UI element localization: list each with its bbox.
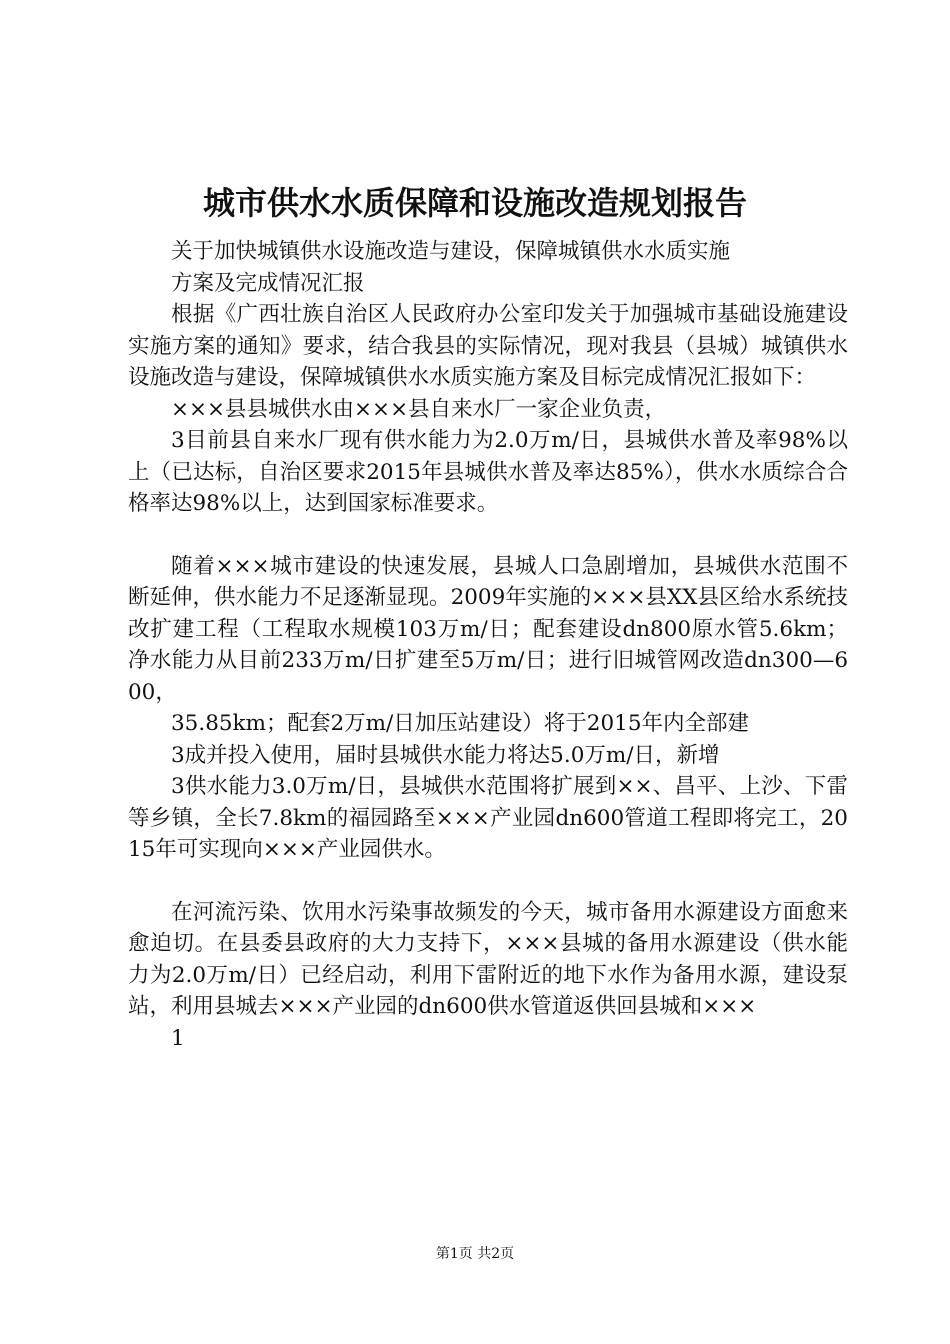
page-number-marker: 1 [171, 1025, 185, 1051]
document-body [128, 236, 848, 1054]
document-title: 城市供水水质保障和设施改造规划报告 [202, 184, 747, 222]
paragraph-expansion-cont-1: 35.85km；配套2万m/日加压站建设）将于2015年内全部建 [171, 711, 749, 736]
paragraph-expansion-cont-2: 3成并投入使用，届时县城供水能力将达5.0万m/日，新增 [171, 742, 720, 768]
page-footer: 第1页 共2页 [435, 1246, 515, 1262]
paragraph-backup-source: 在河流污染、饮用水污染事故频发的今天，城市备用水源建设方面愈来愈迫切。在县委县政府的大力支持下，×××县城的备用水源建设（供水能力为2.0万m/日）已经启动，利用下雷附近的地下水作为备用水源，建设泵站，利用县城去×××产业园的dn600供水管道返供回县城和××× [128, 899, 848, 1019]
paragraph-capacity: 3目前县自来水厂现有供水能力为2.0万m/日，县城供水普及率98%以上（已达标，自治区要求2015年县城供水普及率达85%），供水水质综合合格率达98%以上，达到国家标准要求。 [128, 428, 848, 516]
paragraph-heading-line-1: 关于加快城镇供水设施改造与建设，保障城镇供水水质实施 [171, 239, 731, 264]
paragraph-intro: 根据《广西壮族自治区人民政府办公室印发关于加强城市基础设施建设实施方案的通知》要求，结合我县的实际情况，现对我县（县城）城镇供水设施改造与建设，保障城镇供水水质实施方案及目标完成情况汇报如下： [128, 302, 848, 390]
paragraph-expansion-cont-3: 3供水能力3.0万m/日，县城供水范围将扩展到××、昌平、上沙、下雷等乡镇，全长7.8km的福园路至×××产业园dn600管道工程即将完工，2015年可实现向×××产业园供水。 [128, 774, 848, 862]
paragraph-heading-line-2: 方案及完成情况汇报 [171, 270, 365, 296]
paragraph-responsible: ×××县县城供水由×××县自来水厂一家企业负责， [171, 396, 667, 422]
paragraph-expansion: 随着×××城市建设的快速发展，县城人口急剧增加，县城供水范围不断延伸，供水能力不足逐渐显现。2009年实施的×××县XX县区给水系统技改扩建工程（工程取水规模103万m/日；配套建设dn800原水管5.6km；净水能力从目前233万m/日扩建至5万m/日；进行旧城管网改造dn300—600， [128, 553, 848, 705]
